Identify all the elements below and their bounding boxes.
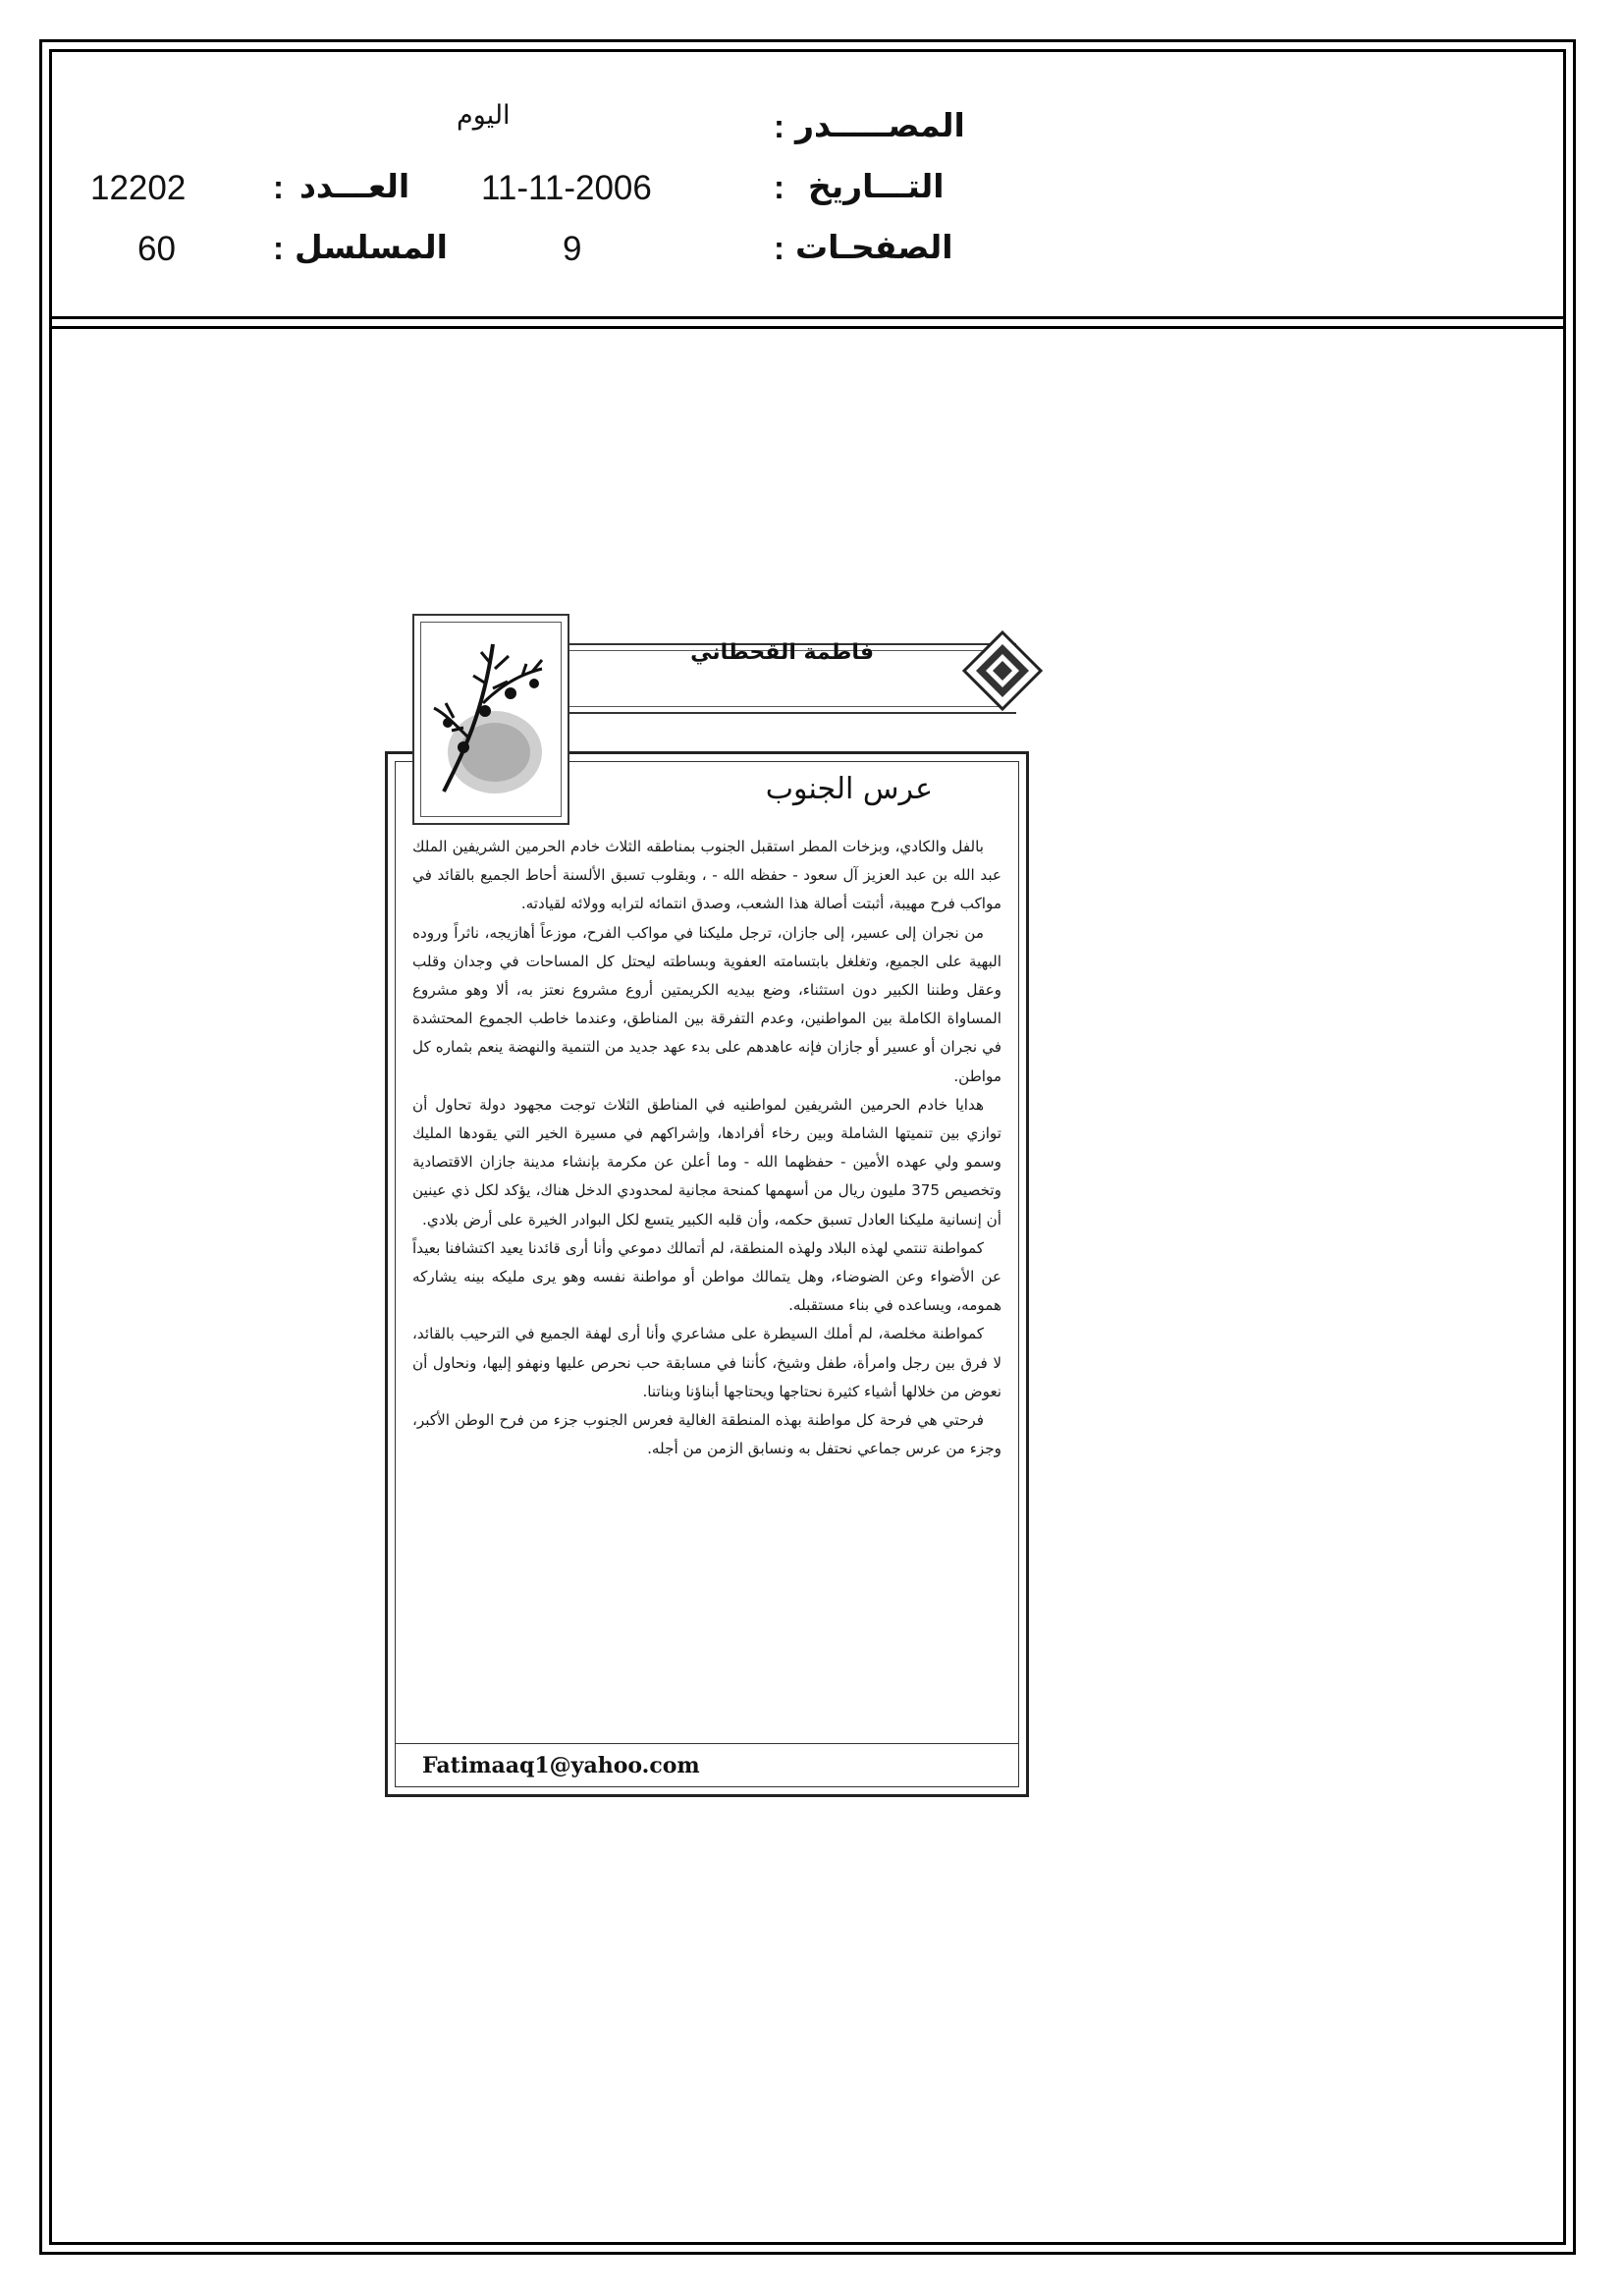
source-colon: : <box>774 108 784 144</box>
author-email: Fatimaaq1@yahoo.com <box>422 1753 700 1778</box>
diamond-emblem-icon <box>960 629 1045 713</box>
author-name: فاطمة القحطاني <box>690 640 874 665</box>
email-divider <box>395 1743 1019 1744</box>
header-divider-secondary <box>49 326 1566 329</box>
paragraph: بالفل والكادي، وبزخات المطر استقبل الجنوب بمناطقه الثلاث خادم الحرمين الشريفين الملك عبد الله بن عبد العزيز آل سعود - حفظه الله - ، وبقلوب تسبق الألسنة أحاط الجميع بالقائد في مواكب فرح مهيبة، أثبتت أصالة هذا الشعب، وصدق انتمائه لترابه وولائه لقيادته. <box>412 838 1001 913</box>
paragraph: كمواطنة تنتمي لهذه البلاد ولهذه المنطقة، لم أتمالك دموعي وأنا أرى قائدنا يعيد اكتشافنا بعيداً عن الأضواء وعن الضوضاء، وهل يتمالك مواطن أو مواطنة نفسه وهو يرى مليكه بينه يشاركه همومه، ويساعده في بناء مستقبله. <box>412 1238 1001 1315</box>
paragraph: فرحتي هي فرحة كل مواطنة بهذه المنطقة الغالية فعرس الجنوب جزء من فرح الوطن الأكبر، وجزء من عرس جماعي نحتفل به ونسابق الزمن من أجله. <box>412 1411 1001 1458</box>
article-body <box>412 833 1001 1463</box>
date-value: 11-11-2006 <box>481 169 652 207</box>
header-divider <box>49 316 1566 319</box>
pages-value: 9 <box>563 230 582 268</box>
source-value: اليوم <box>457 100 511 130</box>
date-colon: : <box>774 169 784 205</box>
paragraph: هدايا خادم الحرمين الشريفين لمواطنيه في المناطق الثلاث توجت مجهود دولة تحاول أن توازي بين تنميتها الشاملة وبين رخاء أفرادها، وإشراكهم في مسيرة الخير التي يقودها المليك وسمو ولي عهده الأمين - حفظهما الله - وما أعلن عن مكرمة بإنشاء مدينة جازان الاقتصادية وتخصيص 375 مليون ريال من أسهمها كمنحة مجانية لمحدودي الدخل هناك، يؤكد لكل ذي عينين أن إنسانية مليكنا العادل تسبق حكمه، وأن قلبه الكبير يتسع لكل البوادر الخيرة على أرض بلادي. <box>412 1095 1001 1229</box>
issue-colon: : <box>273 169 284 205</box>
source-label: المصـــــدر <box>795 106 965 144</box>
serial-value: 60 <box>137 230 176 268</box>
pages-colon: : <box>774 230 784 266</box>
serial-colon: : <box>273 230 284 266</box>
serial-label: المسلسل <box>295 228 448 266</box>
issue-label: العـــدد <box>299 167 410 205</box>
article-title: عرس الجنوب <box>765 772 933 806</box>
paragraph: كمواطنة مخلصة، لم أملك السيطرة على مشاعري وأنا أرى لهفة الجميع في الترحيب بالقائد، لا فرق بين رجل وامرأة، طفل وشيخ، كأننا في مسابقة حب نحرص عليها ونهفو إليها، ونحاول أن نعوض من خلالها أشياء كثيرة نحتاجها ويحتاجها أبناؤنا وبناتنا. <box>412 1325 1001 1400</box>
issue-value: 12202 <box>90 169 187 207</box>
pages-label: الصفحـات <box>795 228 953 266</box>
newspaper-clipping <box>363 589 1051 1812</box>
plant-illustration-icon <box>424 625 558 813</box>
date-label: التـــاريخ <box>808 167 945 205</box>
paragraph: من نجران إلى عسير، إلى جازان، ترجل مليكنا في مواكب الفرح، موزعاً أهازيجه، ناثراً وروده البهية على الجميع، وتغلغل بابتسامته العفوية وبساطته ليحتل كل المساحات في وجدان وقلب وعقل وطننا الكبير دون استثناء، وضع بيديه الكريمتين أروع مشروع نعتز به، ألا وهو مشروع المساواة الكاملة بين المواطنين، وعدم التفرقة بين المناطق، وعندما خاطب الجموع المحتشدة في نجران أو عسير أو جازان فإنه عاهدهم على بدء عهد جديد من التنمية والنهضة ينعم بثماره كل مواطن. <box>412 923 1001 1085</box>
